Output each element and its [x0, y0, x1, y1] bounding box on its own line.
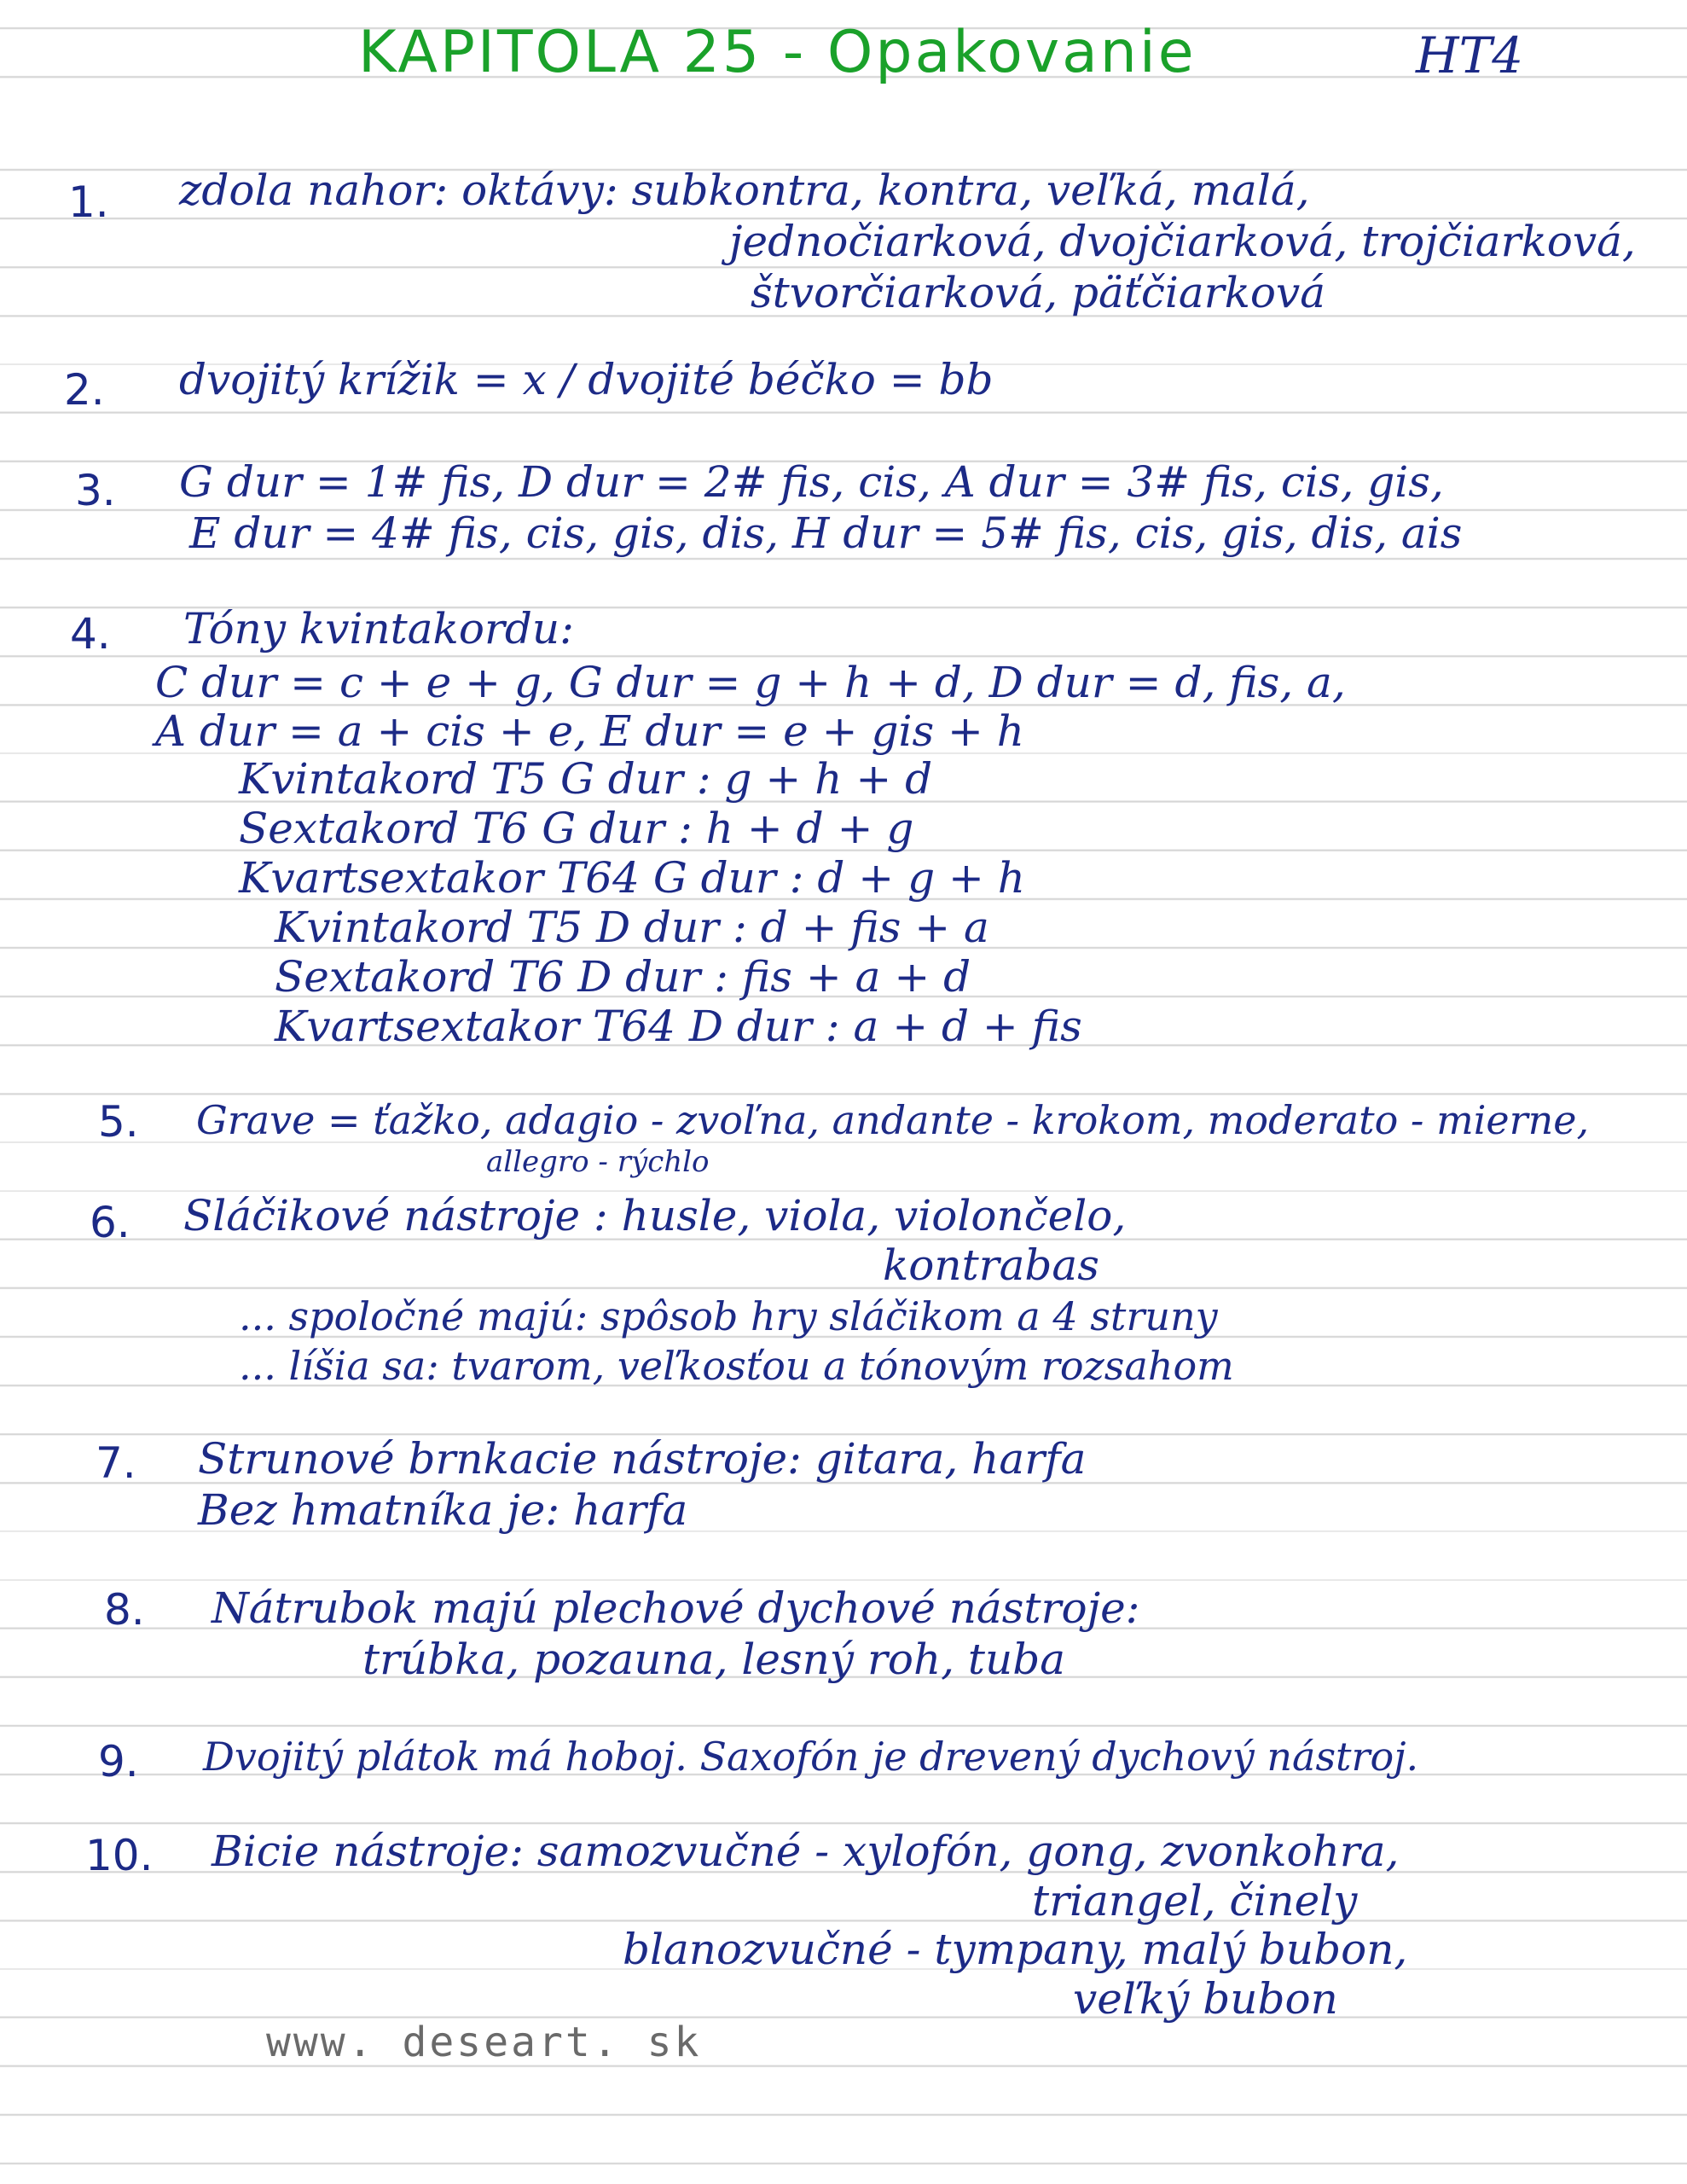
item-number: 1. — [68, 177, 109, 227]
item-line: E dur = 4# fis, cis, gis, dis, H dur = 5# fis, cis, gis, dis, ais — [189, 508, 1463, 558]
item-line: ... líšia sa: tvarom, veľkosťou a tónovým rozsahom — [239, 1343, 1234, 1389]
item-number: 5. — [98, 1097, 139, 1147]
item-line: kontrabas — [883, 1240, 1099, 1290]
item-line: Tóny kvintakordu: — [183, 604, 574, 653]
item-line: štvorčiarková, päťčiarková — [751, 268, 1326, 317]
item-number: 8. — [104, 1585, 145, 1635]
item-line: blanozvučné - tympany, malý bubon, — [623, 1925, 1408, 1974]
item-line: Sláčikové nástroje : husle, viola, violončelo, — [183, 1191, 1127, 1240]
item-line: allegro - rýchlo — [486, 1145, 710, 1179]
item-line: dvojitý krížik = x / dvojité béčko = bb — [179, 355, 994, 404]
item-line: Kvartsextakor T64 G dur : d + g + h — [239, 853, 1025, 903]
page-title: KAPITOLA 25 - Opakovanie — [358, 19, 1197, 86]
item-line: A dur = a + cis + e, E dur = e + gis + h — [155, 706, 1024, 756]
item-line: Dvojitý plátok má hoboj. Saxofón je drevený dychový nástroj. — [203, 1734, 1419, 1780]
item-line: zdola nahor: oktávy: subkontra, kontra, veľká, malá, — [179, 166, 1310, 215]
item-line: Bicie nástroje: samozvučné - xylofón, gong, zvonkohra, — [212, 1827, 1400, 1876]
item-line: Kvartsextakor T64 D dur : a + d + fis — [275, 1002, 1082, 1051]
item-line: Kvintakord T5 G dur : g + h + d — [239, 754, 933, 804]
item-line: Sextakord T6 D dur : fis + a + d — [275, 952, 971, 1002]
item-line: Grave = ťažko, adagio - zvoľna, andante - krokom, moderato - mierne, — [196, 1097, 1590, 1143]
item-number: 4. — [70, 609, 111, 659]
item-line: Sextakord T6 G dur : h + d + g — [239, 804, 914, 853]
item-line: ... spoločné majú: spôsob hry sláčikom a 4 struny — [239, 1293, 1218, 1339]
item-number: 10. — [85, 1831, 154, 1880]
item-number: 6. — [90, 1198, 130, 1247]
item-line: Bez hmatníka je: harfa — [198, 1485, 688, 1535]
item-line: Nátrubok majú plechové dychové nástroje: — [212, 1583, 1140, 1633]
item-number: 2. — [64, 365, 105, 415]
item-line: jednočiarková, dvojčiarková, trojčiarková, — [729, 217, 1636, 266]
item-number: 3. — [75, 466, 116, 515]
item-line: trúbka, pozauna, lesný roh, tuba — [362, 1635, 1066, 1684]
item-line: triangel, činely — [1032, 1876, 1358, 1926]
item-line: Strunové brnkacie nástroje: gitara, harfa — [198, 1434, 1087, 1484]
item-line: G dur = 1# fis, D dur = 2# fis, cis, A dur = 3# fis, cis, gis, — [179, 457, 1444, 507]
page-code: HT4 — [1416, 26, 1524, 84]
item-line: Kvintakord T5 D dur : d + fis + a — [275, 903, 989, 952]
item-line: C dur = c + e + g, G dur = g + h + d, D dur = d, fis, a, — [155, 658, 1346, 707]
item-number: 7. — [96, 1438, 136, 1488]
footer-website: www. deseart. sk — [266, 2018, 702, 2066]
item-number: 9. — [98, 1737, 139, 1786]
item-line: veľký bubon — [1073, 1974, 1338, 2024]
